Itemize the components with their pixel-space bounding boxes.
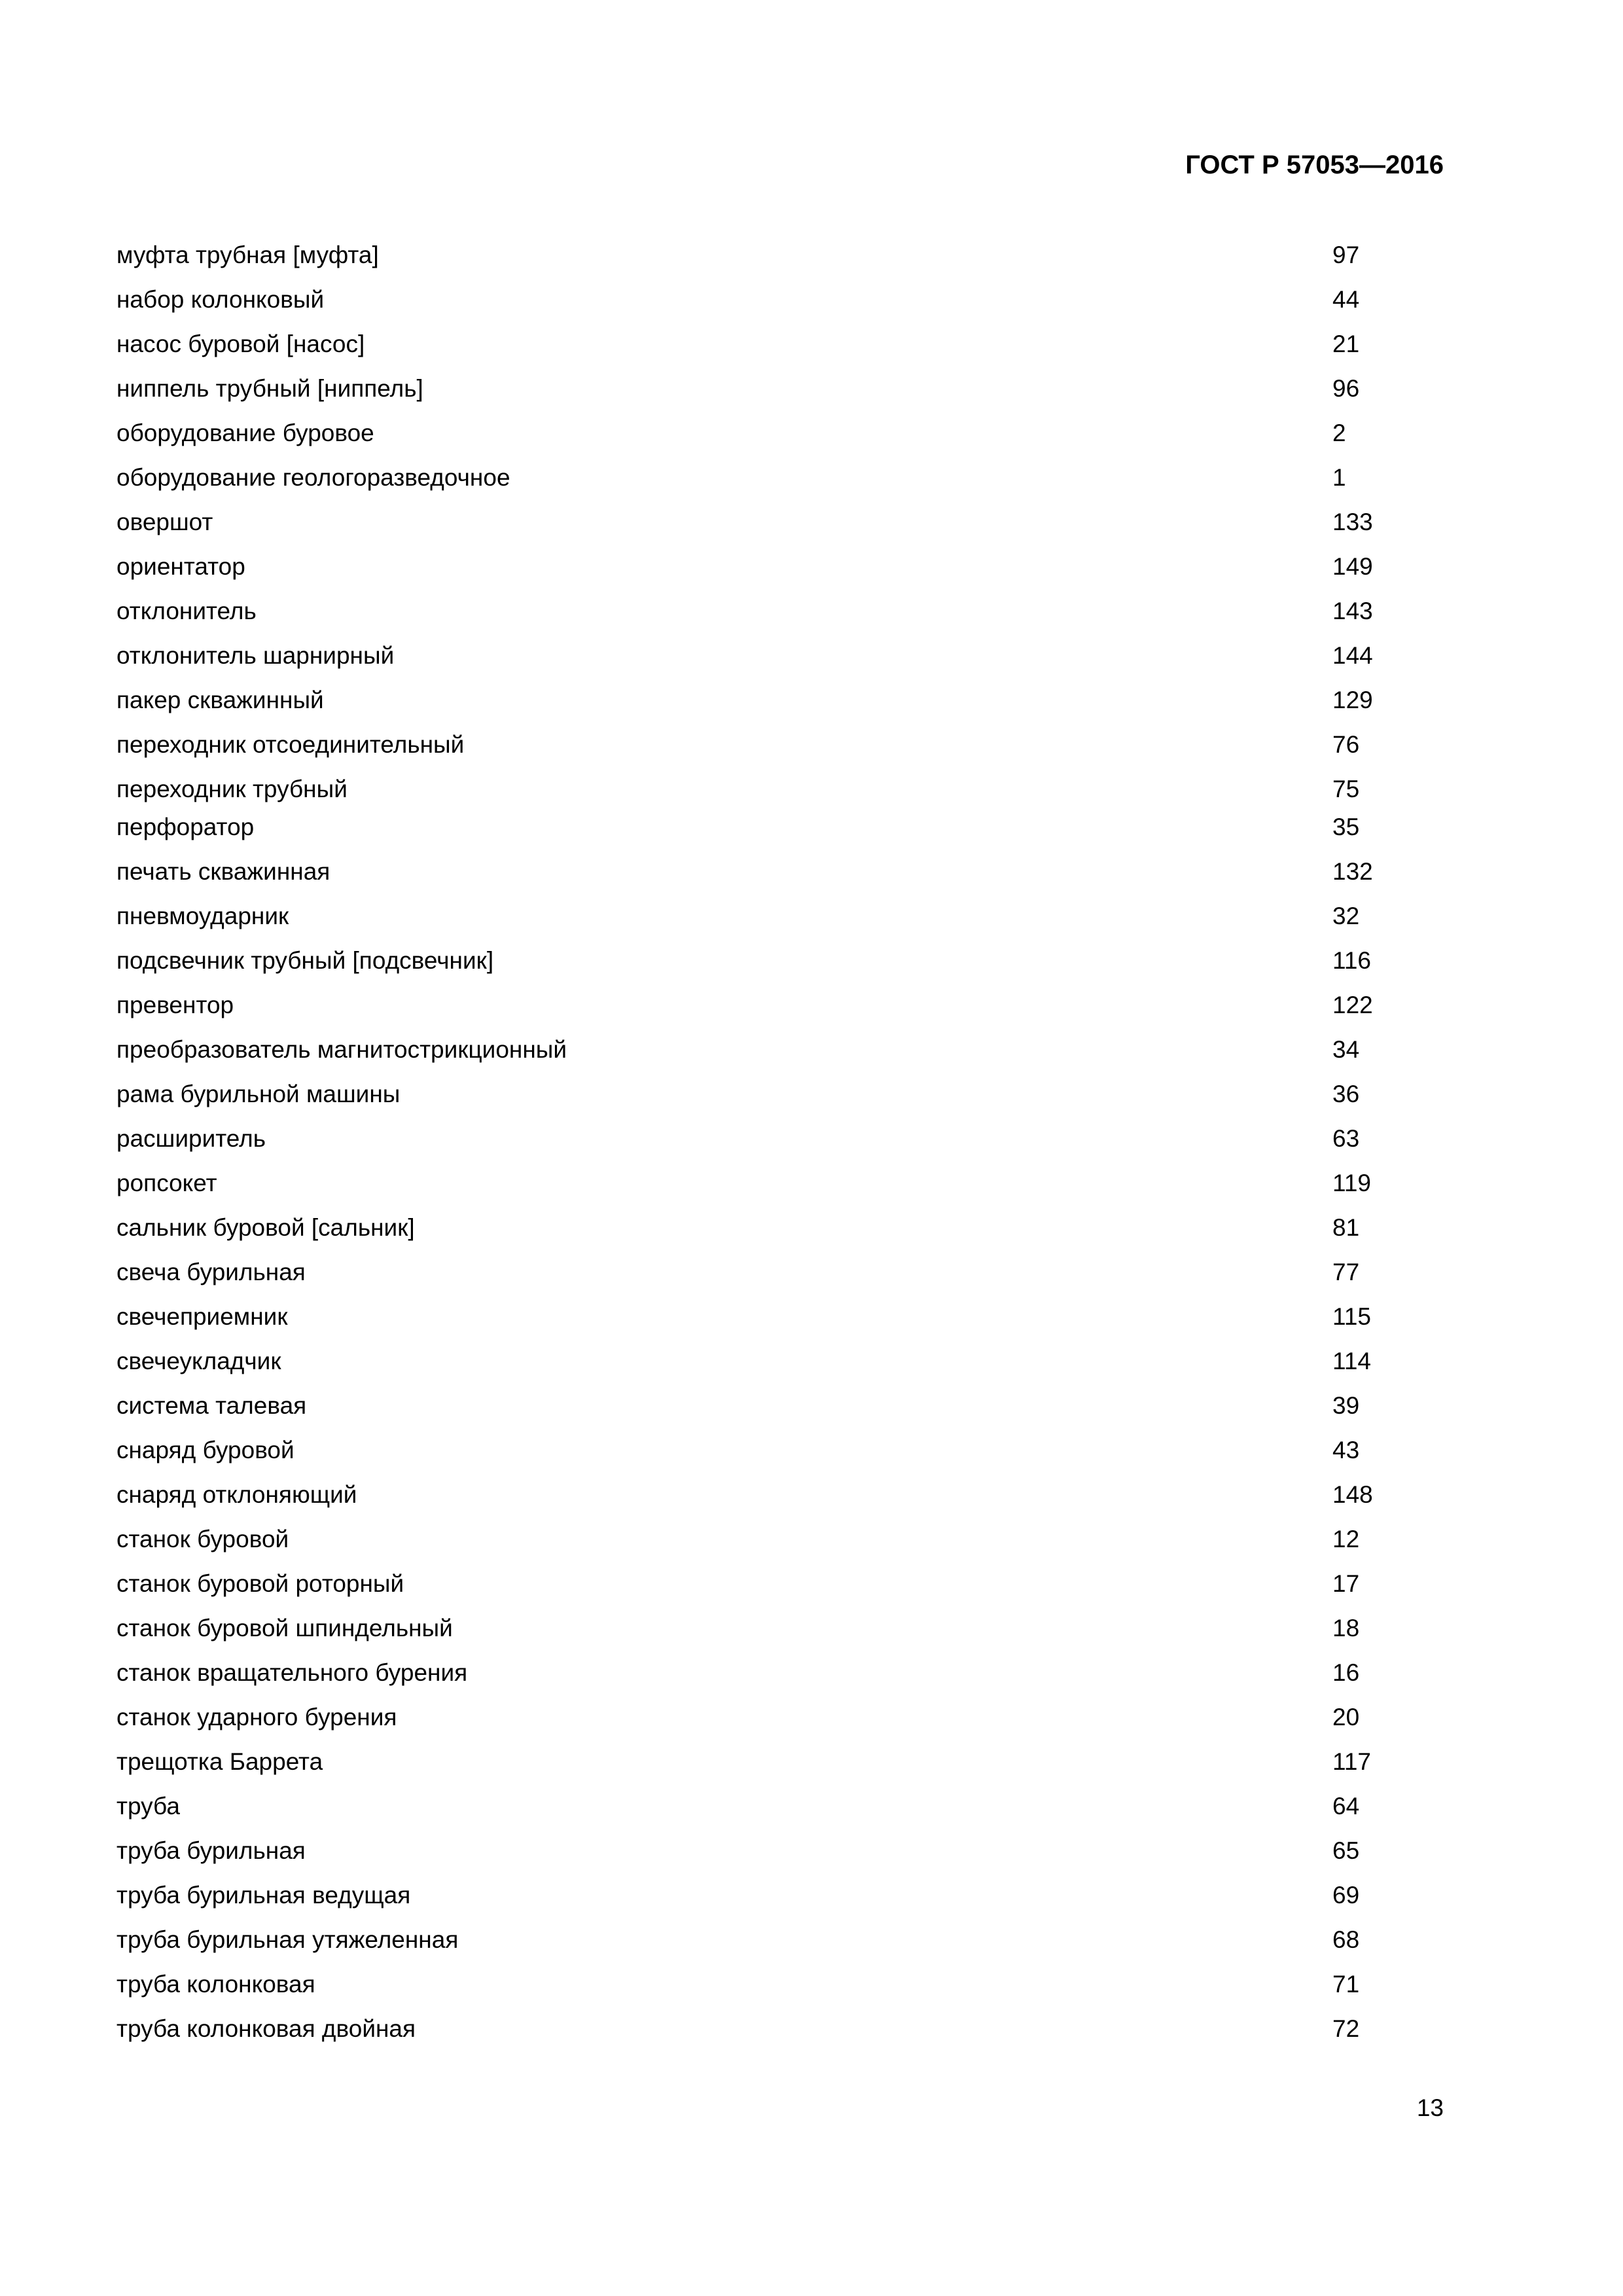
index-entry bbox=[0, 1568, 1623, 1600]
index-entry bbox=[0, 1434, 1623, 1467]
index-number: 64 bbox=[1332, 1793, 1360, 1820]
index-term: расширитель bbox=[116, 1125, 266, 1152]
index-entry bbox=[0, 1479, 1623, 1511]
index-entry bbox=[0, 944, 1623, 977]
index-term: преобразователь магнитострикционный bbox=[116, 1036, 567, 1063]
index-number: 122 bbox=[1332, 992, 1373, 1018]
index-term: переходник отсоединительный bbox=[116, 731, 465, 758]
index-term: труба bbox=[116, 1793, 180, 1820]
index-number: 1 bbox=[1332, 464, 1346, 491]
index-term: станок вращательного бурения bbox=[116, 1659, 468, 1686]
index-number: 132 bbox=[1332, 858, 1373, 885]
index-number: 36 bbox=[1332, 1081, 1360, 1107]
index-entry bbox=[0, 2013, 1623, 2045]
index-entry bbox=[0, 372, 1623, 405]
index-number: 71 bbox=[1332, 1971, 1360, 1998]
index-term: свечеукладчик bbox=[116, 1348, 281, 1374]
index-term: труба бурильная bbox=[116, 1837, 306, 1864]
index-entry bbox=[0, 239, 1623, 272]
index-entry bbox=[0, 1924, 1623, 1956]
index-term: труба колонковая двойная bbox=[116, 2015, 416, 2042]
index-number: 119 bbox=[1332, 1170, 1371, 1196]
index-number: 44 bbox=[1332, 286, 1360, 313]
index-entry bbox=[0, 639, 1623, 672]
index-entry bbox=[0, 1122, 1623, 1155]
index-number: 39 bbox=[1332, 1392, 1360, 1419]
index-number: 75 bbox=[1332, 776, 1360, 802]
index-term: отклонитель шарнирный bbox=[116, 642, 395, 669]
index-entry bbox=[0, 684, 1623, 717]
index-number: 149 bbox=[1332, 553, 1373, 580]
index-number: 143 bbox=[1332, 598, 1373, 624]
index-number: 76 bbox=[1332, 731, 1360, 758]
index-term: станок ударного бурения bbox=[116, 1704, 397, 1731]
index-entry bbox=[0, 1256, 1623, 1289]
index-entry bbox=[0, 1746, 1623, 1778]
page-number: 13 bbox=[1416, 2094, 1444, 2121]
index-number: 117 bbox=[1332, 1748, 1371, 1775]
index-term: снаряд отклоняющий bbox=[116, 1481, 357, 1508]
index-number: 2 bbox=[1332, 420, 1346, 446]
index-number: 133 bbox=[1332, 509, 1373, 535]
index-term: овершот bbox=[116, 509, 213, 535]
index-term: ропсокет bbox=[116, 1170, 217, 1196]
index-entry bbox=[0, 811, 1623, 844]
index-entry bbox=[0, 1390, 1623, 1422]
index-number: 32 bbox=[1332, 903, 1360, 929]
index-term: станок буровой роторный bbox=[116, 1570, 404, 1597]
index-number: 12 bbox=[1332, 1526, 1360, 1552]
index-entry bbox=[0, 1033, 1623, 1066]
index-term: пневмоударник bbox=[116, 903, 289, 929]
index-entry bbox=[0, 989, 1623, 1022]
index-number: 63 bbox=[1332, 1125, 1360, 1152]
index-term: превентор bbox=[116, 992, 234, 1018]
index-number: 65 bbox=[1332, 1837, 1360, 1864]
index-term: подсвечник трубный [подсвечник] bbox=[116, 947, 494, 974]
index-term: ориентатор bbox=[116, 553, 245, 580]
index-entry bbox=[0, 1968, 1623, 2001]
index-number: 115 bbox=[1332, 1303, 1371, 1330]
index-number: 69 bbox=[1332, 1882, 1360, 1909]
index-number: 18 bbox=[1332, 1615, 1360, 1641]
index-entry bbox=[0, 461, 1623, 494]
index-term: труба бурильная ведущая bbox=[116, 1882, 411, 1909]
index-number: 114 bbox=[1332, 1348, 1371, 1374]
index-number: 81 bbox=[1332, 1214, 1360, 1241]
index-number: 97 bbox=[1332, 242, 1360, 268]
index-entry bbox=[0, 417, 1623, 450]
index-entry bbox=[0, 728, 1623, 761]
index-term: набор колонковый bbox=[116, 286, 325, 313]
index-entry bbox=[0, 1835, 1623, 1867]
index-entry bbox=[0, 328, 1623, 361]
index-number: 148 bbox=[1332, 1481, 1373, 1508]
index-number: 144 bbox=[1332, 642, 1373, 669]
index-entry bbox=[0, 1345, 1623, 1378]
index-entry bbox=[0, 855, 1623, 888]
index-entry bbox=[0, 1657, 1623, 1689]
index-term: оборудование буровое bbox=[116, 420, 374, 446]
index-entry bbox=[0, 900, 1623, 933]
index-term: свеча бурильная bbox=[116, 1259, 306, 1285]
index-term: печать скважинная bbox=[116, 858, 330, 885]
index-number: 43 bbox=[1332, 1437, 1360, 1463]
index-term: трещотка Баррета bbox=[116, 1748, 323, 1775]
index-term: станок буровой bbox=[116, 1526, 289, 1552]
index-term: муфта трубная [муфта] bbox=[116, 242, 379, 268]
index-term: снаряд буровой bbox=[116, 1437, 294, 1463]
index-entry bbox=[0, 1300, 1623, 1333]
index-entry bbox=[0, 595, 1623, 628]
index-number: 77 bbox=[1332, 1259, 1360, 1285]
index-term: свечеприемник bbox=[116, 1303, 288, 1330]
index-term: ниппель трубный [ниппель] bbox=[116, 375, 423, 402]
index-term: сальник буровой [сальник] bbox=[116, 1214, 415, 1241]
index-entry bbox=[0, 283, 1623, 316]
index-entry bbox=[0, 506, 1623, 539]
index-number: 17 bbox=[1332, 1570, 1360, 1597]
index-term: труба колонковая bbox=[116, 1971, 315, 1998]
index-number: 35 bbox=[1332, 814, 1360, 840]
index-term: пакер скважинный bbox=[116, 687, 324, 713]
index-number: 34 bbox=[1332, 1036, 1360, 1063]
document-code: ГОСТ Р 57053—2016 bbox=[1185, 151, 1444, 179]
index-number: 96 bbox=[1332, 375, 1360, 402]
index-term: труба бурильная утяжеленная bbox=[116, 1926, 459, 1953]
index-number: 21 bbox=[1332, 331, 1360, 357]
index-term: рама бурильной машины bbox=[116, 1081, 401, 1107]
index-number: 116 bbox=[1332, 947, 1371, 974]
index-entry bbox=[0, 1078, 1623, 1111]
index-term: отклонитель bbox=[116, 598, 257, 624]
index-entry bbox=[0, 1790, 1623, 1823]
index-number: 129 bbox=[1332, 687, 1373, 713]
index-term: насос буровой [насос] bbox=[116, 331, 365, 357]
index-entry bbox=[0, 1879, 1623, 1912]
index-number: 16 bbox=[1332, 1659, 1360, 1686]
index-number: 20 bbox=[1332, 1704, 1360, 1731]
index-entry bbox=[0, 1701, 1623, 1734]
index-entry bbox=[0, 1523, 1623, 1556]
index-entry bbox=[0, 550, 1623, 583]
index-entry bbox=[0, 1211, 1623, 1244]
index-entry bbox=[0, 1612, 1623, 1645]
index-term: оборудование геологоразведочное bbox=[116, 464, 510, 491]
index-term: станок буровой шпиндельный bbox=[116, 1615, 453, 1641]
index-entry bbox=[0, 773, 1623, 806]
index-entry bbox=[0, 1167, 1623, 1200]
index-number: 68 bbox=[1332, 1926, 1360, 1953]
index-number: 72 bbox=[1332, 2015, 1360, 2042]
index-term: переходник трубный bbox=[116, 776, 348, 802]
index-term: система талевая bbox=[116, 1392, 307, 1419]
index-term: перфоратор bbox=[116, 814, 255, 840]
